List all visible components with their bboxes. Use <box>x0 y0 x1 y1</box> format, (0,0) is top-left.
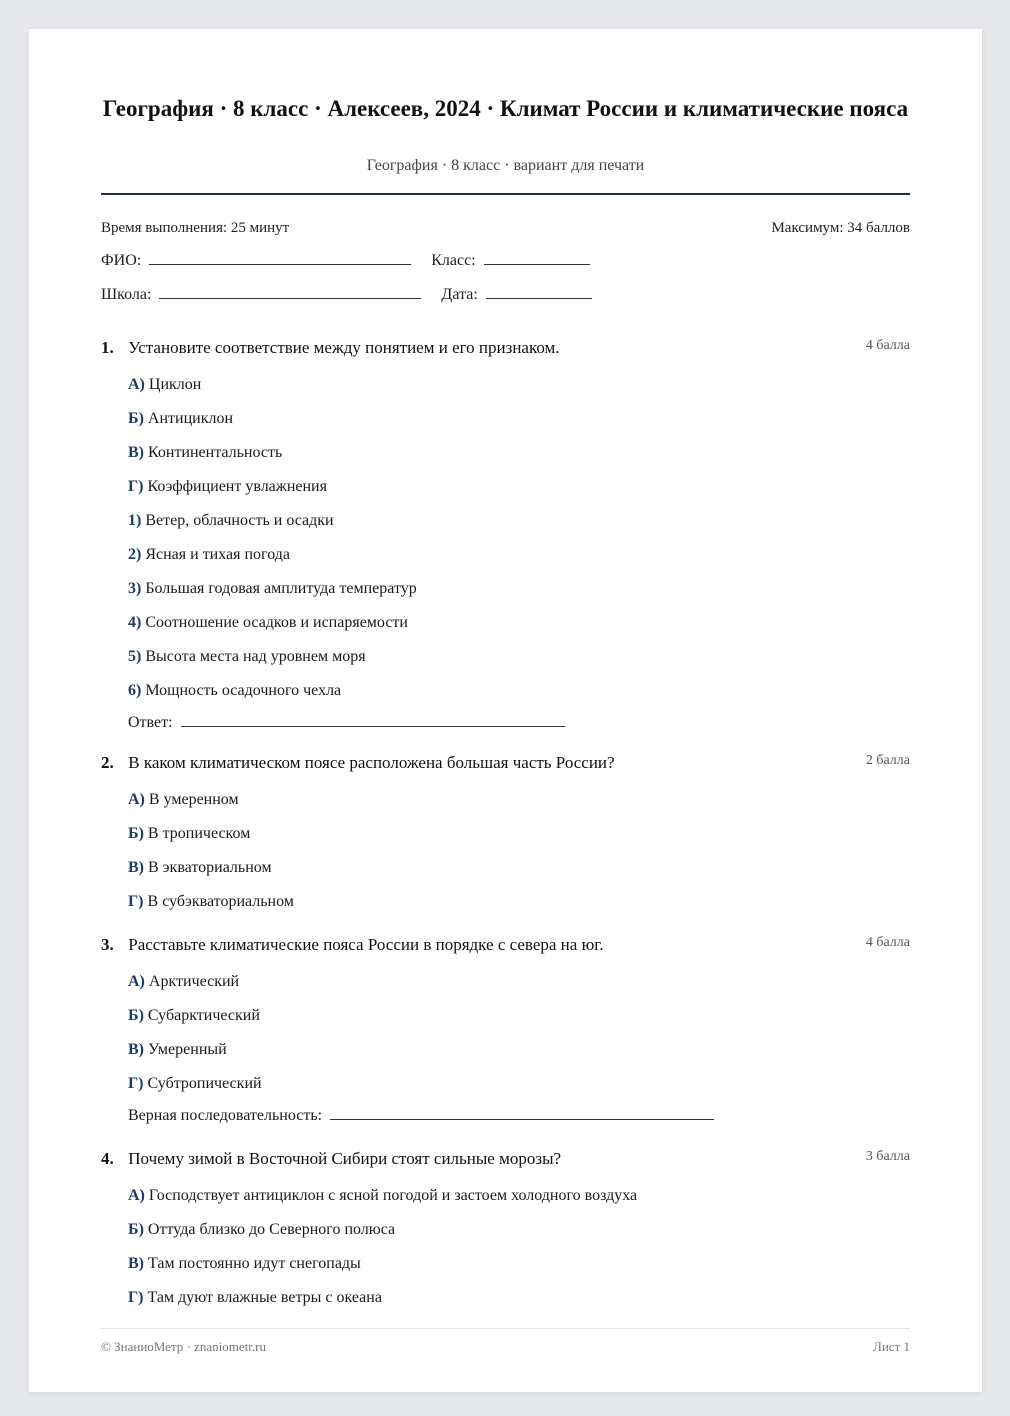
question-text: Почему зимой в Восточной Сибири стоят сильные морозы? <box>128 1149 562 1168</box>
option-letter: 3) <box>128 580 142 597</box>
question-points: 4 балла <box>865 338 910 353</box>
option-letter: А) <box>128 1187 145 1204</box>
page-subtitle: География · 8 класс · вариант для печати <box>366 157 645 174</box>
page-title: География · 8 класс · Алексеев, 2024 · Климат России и климатические пояса <box>102 96 909 121</box>
option-item[interactable] <box>128 544 910 578</box>
answer-label: Ответ: <box>128 714 173 731</box>
school-date-row <box>101 286 592 304</box>
footer-copyright: © ЗнаниоМетр · znaniometr.ru <box>101 1339 266 1354</box>
question-text: Установите соответствие между понятием и его признаком. <box>128 338 560 357</box>
answer-input-line[interactable] <box>181 725 565 727</box>
option-item[interactable] <box>128 476 910 510</box>
fio-label: ФИО: <box>101 252 142 269</box>
max-score: Максимум: 34 баллов <box>771 220 910 236</box>
date-label: Дата: <box>441 286 478 303</box>
option-text: Ветер, облачность и осадки <box>145 512 334 529</box>
answer-label: Верная последовательность: <box>128 1107 323 1124</box>
option-text: Субарктический <box>147 1007 260 1024</box>
option-letter: 4) <box>128 614 142 631</box>
question-points: 4 балла <box>865 935 910 950</box>
option-letter: Б) <box>128 1221 144 1238</box>
question-number: 3. <box>101 935 114 954</box>
option-text: В умеренном <box>148 791 239 808</box>
page-content <box>101 29 910 1392</box>
option-text: Большая годовая амплитуда температур <box>145 580 417 597</box>
question-2 <box>101 753 910 925</box>
page-footer <box>101 1339 910 1355</box>
option-letter: 5) <box>128 648 142 665</box>
school-input-line[interactable] <box>159 297 421 299</box>
option-text: Мощность осадочного чехла <box>145 682 342 699</box>
worksheet-page <box>29 29 982 1392</box>
option-item[interactable] <box>128 857 910 891</box>
option-letter: 2) <box>128 546 142 563</box>
option-text: Умеренный <box>148 1041 227 1058</box>
time-limit: Время выполнения: 25 минут <box>101 220 290 236</box>
option-text: Циклон <box>148 376 202 393</box>
option-item[interactable] <box>128 891 910 925</box>
option-letter: А) <box>128 791 145 808</box>
school-label: Школа: <box>101 286 152 303</box>
option-item[interactable] <box>128 510 910 544</box>
option-item[interactable] <box>128 1073 910 1107</box>
option-item[interactable] <box>128 1287 910 1321</box>
question-header <box>101 753 910 775</box>
class-input-line[interactable] <box>484 263 590 265</box>
option-letter: В) <box>128 1255 144 1272</box>
option-letter: Б) <box>128 825 144 842</box>
option-text: Субтропический <box>147 1075 262 1092</box>
option-letter: Б) <box>128 410 144 427</box>
option-text: Высота места над уровнем моря <box>145 648 366 665</box>
option-item[interactable] <box>128 442 910 476</box>
question-number: 1. <box>101 338 114 357</box>
option-text: Там постоянно идут снегопады <box>148 1255 361 1272</box>
question-header <box>101 338 910 360</box>
question-points: 2 балла <box>865 753 910 768</box>
class-label: Класс: <box>431 252 476 269</box>
option-text: Оттуда близко до Северного полюса <box>147 1221 396 1238</box>
meta-row <box>101 220 910 237</box>
option-item[interactable] <box>128 374 910 408</box>
question-text: Расставьте климатические пояса России в порядке с севера на юг. <box>128 935 604 954</box>
question-1 <box>101 338 910 732</box>
option-letter: Г) <box>128 478 144 495</box>
option-item[interactable] <box>128 612 910 646</box>
option-text: Арктический <box>148 973 240 990</box>
option-item[interactable] <box>128 646 910 680</box>
option-item[interactable] <box>128 578 910 612</box>
option-item[interactable] <box>128 1219 910 1253</box>
page-number: Лист 1 <box>873 1339 910 1354</box>
question-4 <box>101 1149 910 1321</box>
option-letter: А) <box>128 973 145 990</box>
option-text: Коэффициент увлажнения <box>147 478 327 495</box>
option-letter: Б) <box>128 1007 144 1024</box>
option-text: Антициклон <box>147 410 234 427</box>
option-letter: В) <box>128 1041 144 1058</box>
option-item[interactable] <box>128 1253 910 1287</box>
option-letter: 1) <box>128 512 142 529</box>
answer-row <box>128 714 910 732</box>
option-text: В тропическом <box>147 825 251 842</box>
option-letter: Г) <box>128 1289 144 1306</box>
fio-input-line[interactable] <box>149 263 411 265</box>
question-header <box>101 935 910 957</box>
option-letter: А) <box>128 376 145 393</box>
option-text: Там дуют влажные ветры с океана <box>147 1289 382 1306</box>
answer-input-line[interactable] <box>330 1118 714 1120</box>
option-item[interactable] <box>128 789 910 823</box>
option-text: Ясная и тихая погода <box>145 546 290 563</box>
option-text: Господствует антициклон с ясной погодой и застоем холодного воздуха <box>148 1187 638 1204</box>
option-text: Континентальность <box>148 444 283 461</box>
question-points: 3 балла <box>865 1149 910 1164</box>
option-item[interactable] <box>128 408 910 442</box>
option-item[interactable] <box>128 1185 910 1219</box>
option-item[interactable] <box>128 1005 910 1039</box>
option-letter: Г) <box>128 893 144 910</box>
footer-divider <box>101 1328 910 1329</box>
option-letter: В) <box>128 859 144 876</box>
date-input-line[interactable] <box>486 297 592 299</box>
option-letter: В) <box>128 444 144 461</box>
header-divider <box>101 193 910 195</box>
option-item[interactable] <box>128 971 910 1005</box>
answer-row <box>128 1107 910 1125</box>
question-number: 4. <box>101 1149 114 1168</box>
option-item[interactable] <box>128 680 910 714</box>
option-letter: Г) <box>128 1075 144 1092</box>
fio-class-row <box>101 252 590 270</box>
option-letter: 6) <box>128 682 142 699</box>
option-text: В экваториальном <box>148 859 272 876</box>
option-text: Соотношение осадков и испаряемости <box>145 614 408 631</box>
option-item[interactable] <box>128 823 910 857</box>
option-text: В субэкваториальном <box>147 893 294 910</box>
question-number: 2. <box>101 753 114 772</box>
question-text: В каком климатическом поясе расположена большая часть России? <box>128 753 615 772</box>
question-header <box>101 1149 910 1171</box>
option-item[interactable] <box>128 1039 910 1073</box>
question-3 <box>101 935 910 1125</box>
